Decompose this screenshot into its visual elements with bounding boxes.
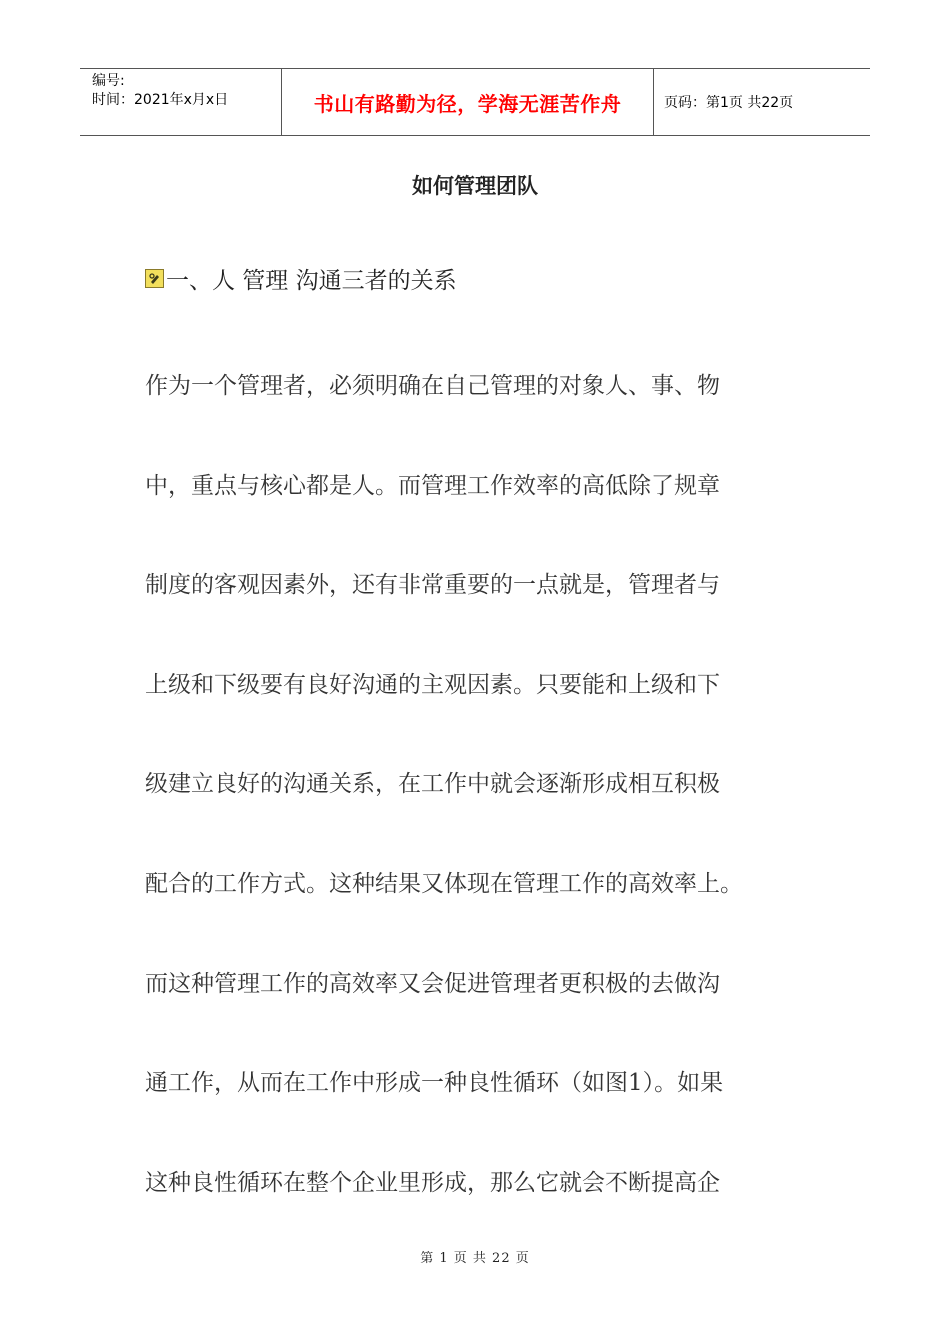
paragraph-marker-icon: [145, 269, 164, 288]
paragraph-line: 作为一个管理者，必须明确在自己管理的对象人、事、物: [145, 373, 720, 399]
paragraph-line: 配合的工作方式。这种结果又体现在管理工作的高效率上。: [145, 870, 743, 897]
document-title: 如何管理团队: [412, 173, 538, 198]
paragraph-line: 制度的客观因素外，还有非常重要的一点就是，管理者与: [145, 572, 720, 599]
paragraph-line: 通工作，从而在工作中形成一种良性循环（如图1）。如果: [145, 1070, 724, 1097]
page-footer: 第 1 页 共 22 页: [420, 1251, 530, 1266]
header-motto: 书山有路勤为径，学海无涯苦作舟: [313, 91, 622, 116]
paragraph-marker-glyph-icon: [147, 271, 162, 286]
document-header: [80, 68, 870, 136]
header-page-info: 页码：第1页 共22页: [664, 95, 794, 111]
paragraph-line: 上级和下级要有良好沟通的主观因素。只要能和上级和下: [145, 671, 720, 698]
section-heading-text: 一、人 管理 沟通三者的关系: [166, 268, 457, 294]
document-time-label: 时间：2021年x月x日: [92, 92, 229, 108]
header-motto-cell: [282, 69, 654, 135]
header-meta-cell: [80, 69, 282, 135]
paragraph-line: 而这种管理工作的高效率又会促进管理者更积极的去做沟: [145, 970, 720, 997]
paragraph-line: 级建立良好的沟通关系，在工作中就会逐渐形成相互积极: [145, 771, 720, 798]
body-paragraph: [145, 366, 825, 1262]
header-page-cell: [654, 69, 870, 135]
paragraph-line: 中，重点与核心都是人。而管理工作效率的高低除了规章: [145, 472, 720, 499]
document-number-label: 编号:: [92, 73, 125, 89]
section-heading: [145, 262, 457, 295]
paragraph-line: 这种良性循环在整个企业里形成，那么它就会不断提高企: [145, 1169, 720, 1196]
